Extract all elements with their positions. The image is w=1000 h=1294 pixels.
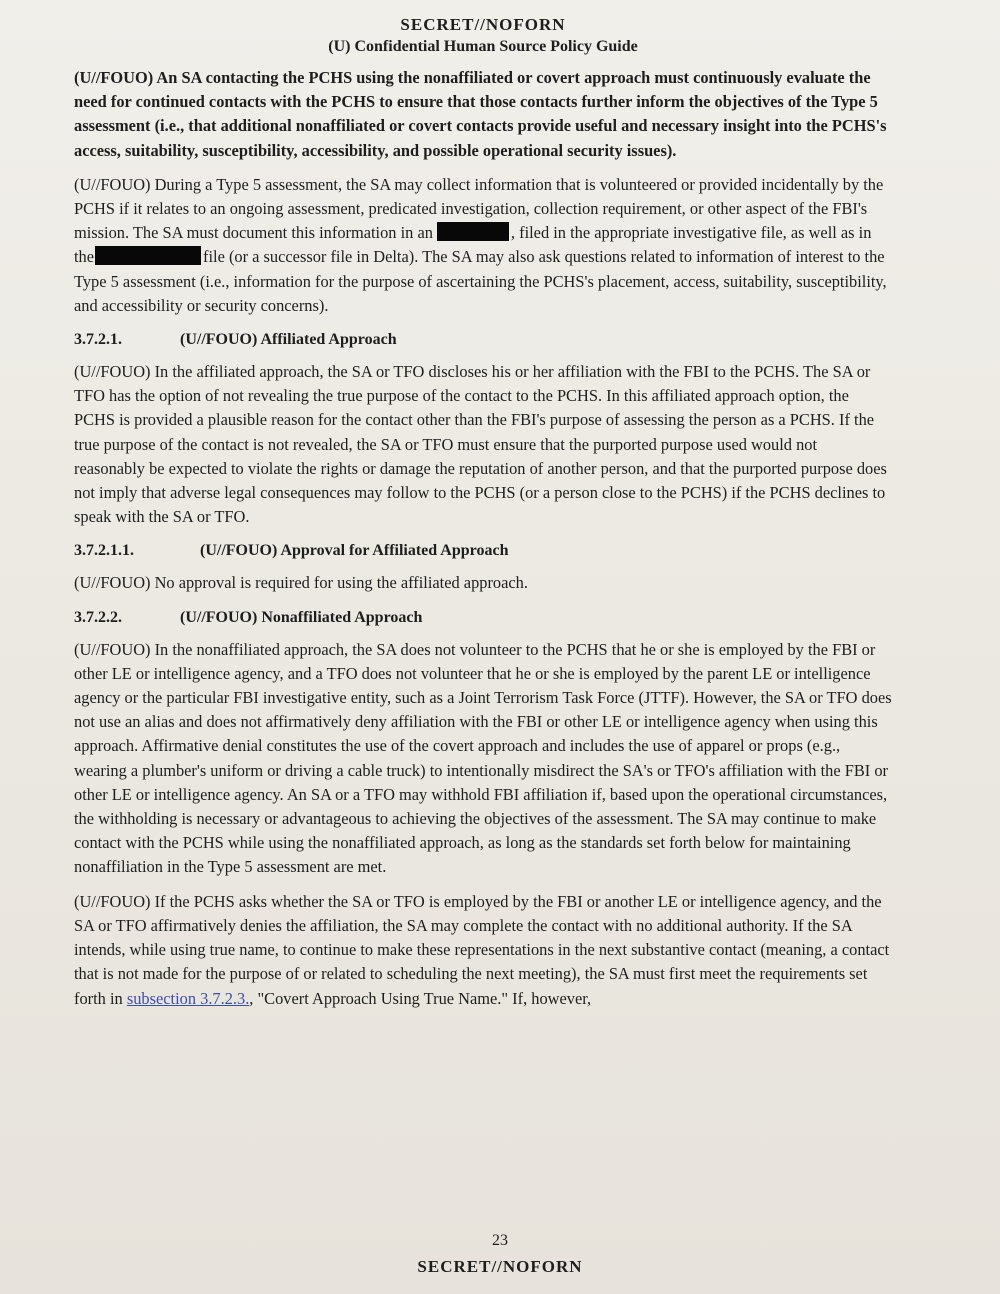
paragraph-information-collection xyxy=(74,173,892,318)
section-number: 3.7.2.2. xyxy=(74,608,122,626)
section-title: (U//FOUO) Approval for Affiliated Approach xyxy=(200,542,509,560)
page-number: 23 xyxy=(492,1232,508,1249)
paragraph-approval-affiliated: (U//FOUO) No approval is required for using the affiliated approach. xyxy=(74,573,528,593)
paragraph-affiliated-approach: (U//FOUO) In the affiliated approach, the SA or TFO discloses his or her affiliation with the FBI to the PCHS. The SA or TFO has the option of not revealing the true purpose of the contact to the PCHS. In this affiliated approach option, the PCHS is provided a plausible reason for the contact other than the FBI's purpose of assessing the person as a PCHS. If the true purpose of the contact is not revealed, the SA or TFO must ensure that the purported purpose used would not reasonably be expected to violate the rights or damage the reputation of another person, and that the purported purpose does not imply that adverse legal consequences may follow to the PCHS (or a person close to the PCHS) if the PCHS declines to speak with the SA or TFO. xyxy=(74,362,887,527)
redaction-block xyxy=(437,222,509,241)
classification-footer: SECRET//NOFORN xyxy=(417,1257,583,1276)
section-heading-approval-affiliated xyxy=(74,539,892,563)
section-title: (U//FOUO) Affiliated Approach xyxy=(180,331,397,349)
classification-header: SECRET//NOFORN xyxy=(400,15,566,34)
guide-title: (U) Confidential Human Source Policy Guide xyxy=(328,38,638,55)
redaction-block xyxy=(95,246,201,265)
paragraph-affirmative-denial xyxy=(74,890,892,1011)
section-title: (U//FOUO) Nonaffiliated Approach xyxy=(180,608,423,626)
paragraph-text-part2: , filed in the appropriate investigative file, as well as in the xyxy=(74,223,872,267)
paragraph-text-part3: file (or a successor file in Delta). The SA may also ask questions related to information of interest to the Type 5 assessment (i.e., information for the purpose of ascertaining the PCHS's placement, access, suitability, susceptibility, and accessibility or security concerns). xyxy=(74,247,887,315)
paragraph-text-part1: (U//FOUO) During a Type 5 assessment, the SA may collect information that is volunteered or provided incidentally by the PCHS if it relates to an ongoing assessment, predicated investigation, collection requirement, or other aspect of the FBI's mission. The SA must document this information in an xyxy=(74,174,884,243)
paragraph-nonaffiliated-approach: (U//FOUO) In the nonaffiliated approach, the SA does not volunteer to the PCHS that he or she is employed by the FBI or other LE or intelligence agency, and a TFO does not volunteer that he or she is employed by the parent LE or intelligence agency or the particular FBI investigative entity, such as a Joint Terrorism Task Force (JTTF). However, the SA or TFO does not use an alias and does not affirmatively deny affiliation with the FBI or other LE or intelligence agency when using this approach. Affirmative denial constitutes the use of the covert approach and includes the use of apparel or props (e.g., wearing a plumber's uniform or driving a cable truck) to intentionally misdirect the SA's or TFO's affiliation with the FBI or other LE or intelligence agency. An SA or a TFO may withhold FBI affiliation if, based upon the operational circumstances, the withholding is necessary or advantageous to achieving the objectives of the assessment. The SA may continue to make contact with the PCHS while using the nonaffiliated approach, as long as the standards set forth below for maintaining nonaffiliation in the Type 5 assessment are met. xyxy=(74,639,892,877)
paragraph-continuous-evaluation: (U//FOUO) An SA contacting the PCHS using the nonaffiliated or covert approach must continuously evaluate the need for continued contacts with the PCHS to ensure that those contacts further inform the objectives of the Type 5 assessment (i.e., that additional nonaffiliated or covert contacts provide useful and necessary insight into the PCHS's access, suitability, susceptibility, accessibility, and possible operational security issues). xyxy=(74,68,887,160)
paragraph-text-part2: , "Covert Approach Using True Name." If, however, xyxy=(249,988,592,1008)
subsection-link[interactable]: subsection 3.7.2.3. xyxy=(126,988,250,1008)
section-heading-nonaffiliated-approach xyxy=(74,606,892,630)
section-number: 3.7.2.1.1. xyxy=(74,542,134,560)
section-number: 3.7.2.1. xyxy=(74,331,122,349)
paragraph-text-part1: (U//FOUO) If the PCHS asks whether the SA or TFO is employed by the FBI or another LE or intelligence agency, and the SA or TFO affirmatively denies the affiliation, the SA may complete the contact with no additional authority. If the SA intends, while using true name, to continue to make these representations in the next substantive contact (meaning, a contact that is not made for the purpose of or related to scheduling the next meeting), the SA must first meet the requirements set forth in xyxy=(74,891,890,1008)
section-heading-affiliated-approach xyxy=(74,328,892,352)
